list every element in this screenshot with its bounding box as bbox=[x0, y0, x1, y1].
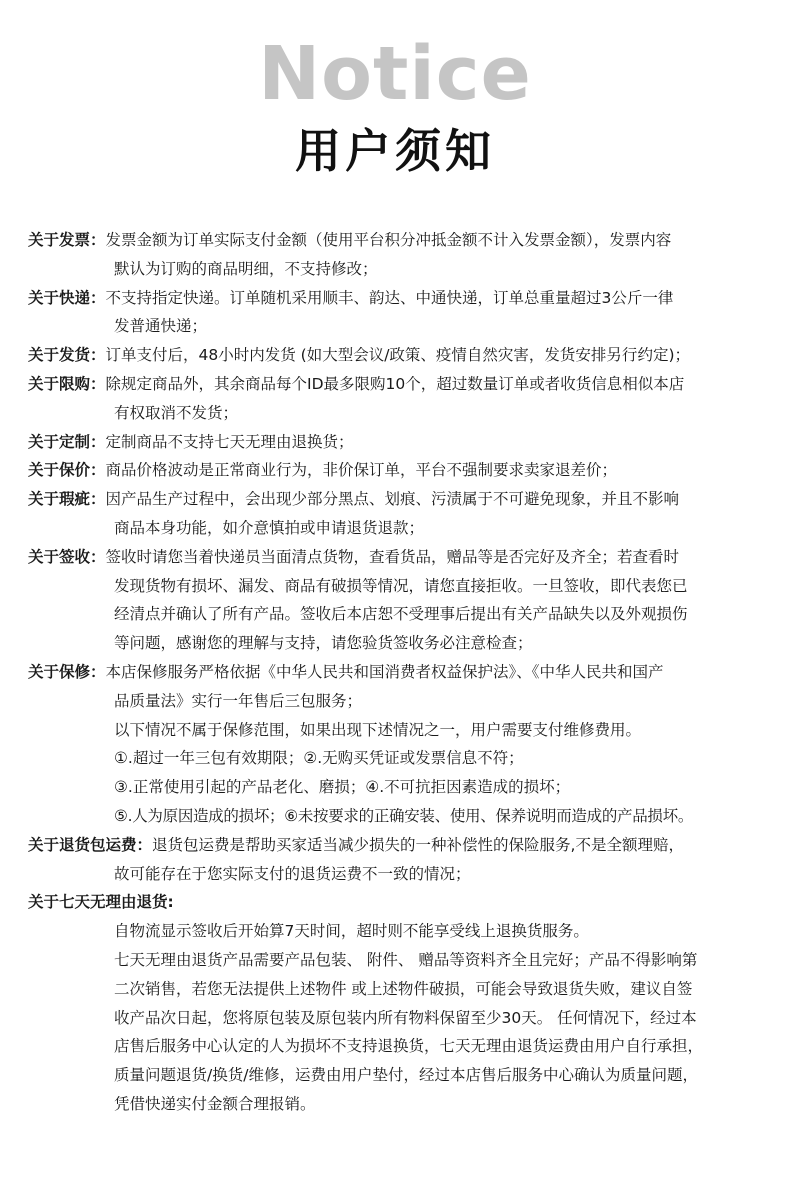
notice-line: 质量问题退货/换货/维修，运费由用户垫付，经过本店售后服务中心确认为质量问题， bbox=[114, 1066, 698, 1085]
notice-line: 签收时请您当着快递员当面清点货物，查看货品，赠品等是否完好及齐全；若查看时 bbox=[105, 547, 680, 566]
notice-line: 七天无理由退货产品需要产品包装、 附件、 赠品等资料齐全且完好；产品不得影响第 bbox=[114, 950, 698, 969]
notice-line: 商品价格波动是正常商业行为，非价保订单，平台不强制要求卖家退差价； bbox=[105, 461, 618, 480]
notice-line: 默认为订购的商品明细，不支持修改； bbox=[114, 259, 378, 278]
notice-label: 关于快递： bbox=[28, 288, 106, 307]
notice-label: 关于退货包运费： bbox=[28, 835, 153, 854]
notice-item-price-protection bbox=[28, 456, 780, 485]
notice-item-return-shipping-insurance bbox=[28, 831, 780, 889]
notice-line: 商品本身功能，如介意慎拍或申请退货退款； bbox=[114, 518, 425, 537]
notice-line: 定制商品不支持七天无理由退换货； bbox=[105, 432, 354, 451]
notice-line: 有权取消不发货； bbox=[114, 403, 239, 422]
notice-line: 店售后服务中心认定的人为损坏不支持退换货，七天无理由退货运费由用户自行承担， bbox=[114, 1037, 704, 1056]
notice-item-seven-day-return bbox=[28, 888, 780, 1118]
notice-item-custom bbox=[28, 428, 780, 457]
notice-line: 以下情况不属于保修范围，如果出现下述情况之一，用户需要支付维修费用。 bbox=[114, 720, 642, 739]
notice-line: 发现货物有损坏、漏发、商品有破损等情况，请您直接拒收。一旦签收，即代表您已 bbox=[114, 576, 688, 595]
notice-line: 等问题，感谢您的理解与支持，请您验货签收务必注意检查； bbox=[114, 634, 533, 653]
notice-item-invoice bbox=[28, 226, 780, 284]
notice-line: 除规定商品外，其余商品每个ID最多限购10个，超过数量订单或者收货信息相似本店 bbox=[105, 374, 685, 393]
notice-line: 品质量法》实行一年售后三包服务； bbox=[114, 691, 363, 710]
notice-line: 因产品生产过程中，会出现少部分黑点、划痕、污渍属于不可避免现象，并且不影响 bbox=[105, 490, 680, 509]
notice-line: 发票金额为订单实际支付金额（使用平台积分冲抵金额不计入发票金额），发票内容 bbox=[105, 231, 672, 249]
notice-item-receipt bbox=[28, 543, 780, 658]
notice-line: 自物流显示签收后开始算7天时间，超时则不能享受线上退换货服务。 bbox=[114, 922, 589, 941]
notice-line: 退货包运费是帮助买家适当减少损失的一种补偿性的保险服务,不是全额理赔， bbox=[152, 835, 684, 854]
notice-line: ③.正常使用引起的产品老化、磨损；④.不可抗拒因素造成的损坏； bbox=[114, 778, 571, 797]
notice-line: ①.超过一年三包有效期限；②.无购买凭证或发票信息不符； bbox=[114, 749, 524, 768]
notice-label: 关于七天无理由退货: bbox=[28, 893, 174, 912]
notice-line: 本店保修服务严格依据《中华人民共和国消费者权益保护法》、《中华人民共和国产 bbox=[105, 662, 664, 681]
notice-item-shipping bbox=[28, 341, 780, 370]
notice-label: 关于定制： bbox=[28, 432, 106, 451]
notice-label: 关于发货： bbox=[28, 346, 106, 365]
notice-heading-cn: 用户须知 bbox=[295, 124, 495, 178]
notice-item-defects bbox=[28, 485, 780, 543]
notice-line: 收产品次日起，您将原包装及原包装内所有物料保留至少30天。 任何情况下，经过本 bbox=[114, 1008, 697, 1027]
notice-label: 关于保修： bbox=[28, 662, 106, 681]
notice-heading-en: Notice bbox=[258, 31, 532, 117]
notice-list bbox=[28, 226, 780, 1119]
notice-line: 经清点并确认了所有产品。签收后本店恕不受理事后提出有关产品缺失以及外观损伤 bbox=[114, 605, 688, 624]
notice-item-purchase-limit bbox=[28, 370, 780, 428]
notice-label: 关于发票： bbox=[28, 231, 106, 249]
notice-label: 关于瑕疵： bbox=[28, 490, 106, 509]
notice-line: 故可能存在于您实际支付的退货运费不一致的情况； bbox=[114, 864, 471, 883]
notice-line: 凭借快递实付金额合理报销。 bbox=[114, 1094, 316, 1113]
notice-item-warranty bbox=[28, 658, 780, 831]
notice-line: 不支持指定快递。订单随机采用顺丰、韵达、中通快递，订单总重量超过3公斤一律 bbox=[105, 288, 674, 307]
notice-label: 关于限购： bbox=[28, 374, 106, 393]
notice-line: ⑤.人为原因造成的损坏；⑥未按要求的正确安装、使用、保养说明而造成的产品损坏。 bbox=[114, 806, 694, 825]
notice-item-express bbox=[28, 284, 780, 342]
notice-label: 关于签收： bbox=[28, 547, 106, 566]
notice-line: 二次销售，若您无法提供上述物件 或上述物件破损，可能会导致退货失败，建议自签 bbox=[114, 979, 693, 998]
notice-line: 订单支付后，48小时内发货 (如大型会议/政策、疫情自然灾害，发货安排另行约定)； bbox=[105, 346, 690, 365]
notice-label: 关于保价： bbox=[28, 461, 106, 480]
notice-line: 发普通快递； bbox=[114, 317, 208, 336]
